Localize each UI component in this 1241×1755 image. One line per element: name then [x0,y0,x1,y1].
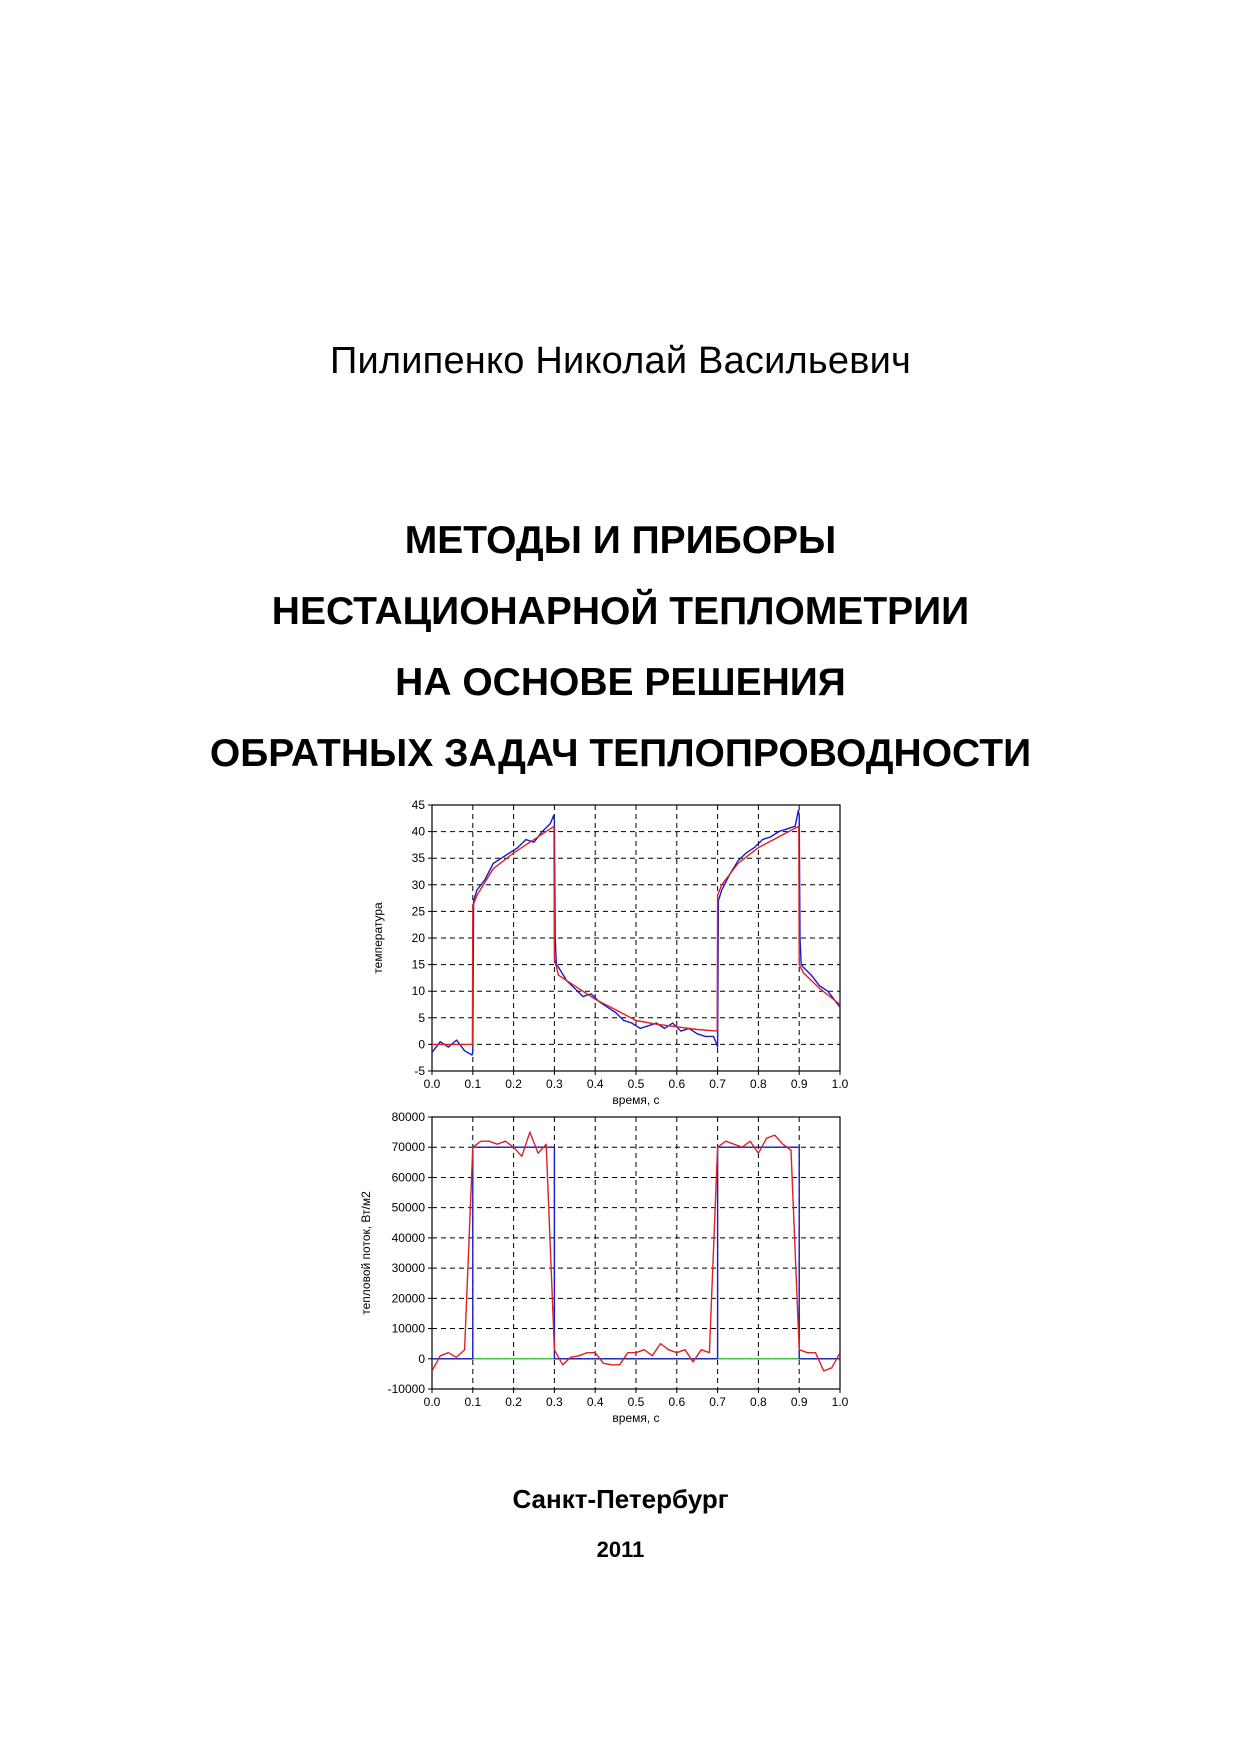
x-tick-label: 0.2 [505,1077,522,1091]
title-line-3: НА ОСНОВЕ РЕШЕНИЯ [395,661,846,704]
y-tick-label: 25 [411,904,425,919]
x-tick-label: 0.9 [790,1077,808,1091]
book-title [0,505,1241,789]
x-tick-label: 0.2 [505,1395,522,1409]
y-tick-label: 10000 [391,1321,425,1336]
temperature-chart [360,798,860,1107]
heat-flux-chart-svg [359,1110,860,1437]
y-tick-label: 35 [411,851,425,866]
title-line-1: МЕТОДЫ И ПРИБОРЫ [404,519,837,562]
x-axis-label: время, с [612,1093,660,1107]
y-tick-label: 0 [418,1037,425,1052]
x-tick-label: 0.1 [464,1395,482,1409]
y-tick-label: 80000 [391,1110,425,1124]
x-tick-label: 0.5 [627,1395,645,1409]
y-tick-label: 40 [411,824,425,839]
y-tick-label: 50000 [391,1200,425,1215]
y-tick-label: 10 [411,984,425,999]
x-tick-label: 0.4 [586,1077,604,1091]
y-tick-label: 60000 [391,1170,425,1185]
x-tick-label: 0.1 [464,1077,482,1091]
x-tick-label: 1.0 [831,1395,849,1409]
y-tick-label: -10000 [387,1382,425,1396]
x-tick-label: 0.4 [586,1395,604,1409]
y-tick-label: 40000 [391,1230,425,1245]
author-name: Пилипенко Николай Васильевич [329,340,912,382]
y-tick-label: 20000 [391,1291,425,1306]
x-axis-label: время, с [612,1411,660,1425]
y-tick-label: -5 [414,1064,425,1078]
x-tick-label: 0.5 [627,1077,645,1091]
x-tick-label: 0.9 [790,1395,808,1409]
x-tick-label: 0.6 [668,1395,686,1409]
x-tick-label: 0.7 [709,1395,726,1409]
y-tick-label: 70000 [391,1140,425,1155]
x-tick-label: 0.0 [423,1395,441,1409]
x-tick-label: 0.7 [709,1077,726,1091]
y-tick-label: 30000 [391,1261,425,1276]
y-tick-label: 15 [411,957,425,972]
y-axis-label: температура [371,902,385,974]
publication-year: 2011 [596,1537,645,1562]
y-tick-label: 0 [418,1351,425,1366]
x-tick-label: 0.0 [423,1077,441,1091]
x-tick-label: 1.0 [831,1077,849,1091]
y-tick-label: 45 [411,798,425,812]
temperature-chart-svg [360,798,860,1107]
y-axis-label: тепловой поток, Вт/м2 [359,1191,373,1315]
x-tick-label: 0.8 [750,1395,767,1409]
title-line-4: ОБРАТНЫХ ЗАДАЧ ТЕПЛОПРОВОДНОСТИ [209,732,1032,775]
title-line-2: НЕСТАЦИОНАРНОЙ ТЕПЛОМЕТРИИ [271,590,970,633]
x-tick-label: 0.8 [750,1077,767,1091]
x-tick-label: 0.3 [546,1395,563,1409]
y-tick-label: 20 [411,931,425,945]
x-tick-label: 0.3 [546,1077,563,1091]
y-tick-label: 5 [418,1010,425,1025]
y-tick-label: 30 [411,877,425,892]
x-tick-label: 0.6 [668,1077,686,1091]
publication-city: Санкт-Петербург [512,1484,729,1514]
heat-flux-chart [359,1110,860,1437]
